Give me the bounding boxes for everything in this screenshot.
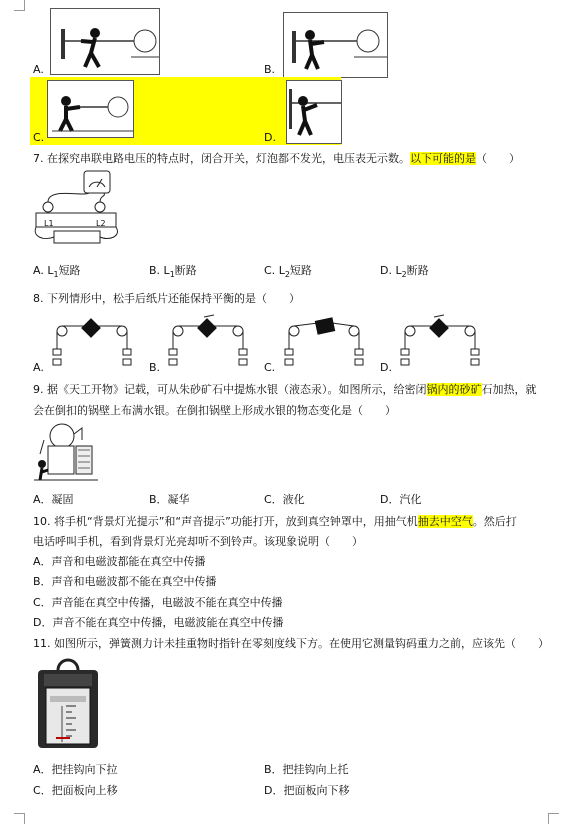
q10-stem-line2: 电话呼叫手机，看到背景灯光亮却听不到铃声。该现象说明（ ） — [33, 535, 363, 548]
q9-option-c: C．液化 — [264, 493, 305, 506]
q6-option-d-figure — [286, 80, 342, 144]
q9-stem-line1: 9. 据《天工开物》记载，可从朱砂矿石中提炼水银（液态汞）。如图所示，给密闭锅内的砂矿石加热，就 — [33, 383, 537, 396]
q8-figure-d — [400, 313, 480, 371]
q6-option-d-label: D. — [264, 131, 276, 144]
q8-stem: 8. 下列情形中，松手后纸片还能保持平衡的是（ ） — [33, 292, 300, 305]
crop-mark-bottom-right — [548, 813, 559, 824]
q9-stem-line2: 会在倒扣的锅壁上布满水银。在倒扣锅壁上形成水银的物态变化是（ ） — [33, 404, 396, 417]
q10-option-d: D．声音不能在真空中传播，电磁波能在真空中传播 — [33, 616, 284, 629]
q10-stem-line1: 10. 将手机“背景灯光提示”和“声音提示”功能打开，放到真空钟罩中，用抽气机抽去中空气。然后打 — [33, 515, 517, 528]
pulling-man-figure-a — [51, 9, 159, 74]
q6-option-b-figure — [283, 12, 388, 78]
q8-option-d-label: D. — [380, 361, 392, 374]
q8-figure-a — [52, 315, 132, 371]
q9-option-d: D．汽化 — [380, 493, 422, 506]
q10-option-b: B．声音和电磁波都不能在真空中传播 — [33, 575, 217, 588]
q6-option-c-figure — [47, 80, 134, 138]
q7-option-a: A. $L_1$短路 — [33, 264, 81, 280]
q9-option-a: A．凝固 — [33, 493, 74, 506]
q10-option-c: C．声音能在真空中传播，电磁波不能在真空中传播 — [33, 596, 283, 609]
q10-option-a: A．声音和电磁波都能在真空中传播 — [33, 555, 206, 568]
q11-option-a: A．把挂钩向下拉 — [33, 763, 118, 776]
crop-mark-top-left — [14, 0, 25, 11]
q7-circuit-figure — [34, 167, 120, 247]
pulling-man-figure-c — [48, 81, 133, 137]
q11-option-b: B．把挂钩向上托 — [264, 763, 349, 776]
q7-option-d: D. $L_2$断路 — [380, 264, 429, 280]
q9-option-b: B．凝华 — [149, 493, 190, 506]
q11-spring-scale-figure — [36, 656, 100, 748]
q7-option-b: B. $L_1$断路 — [149, 264, 197, 280]
q7-figure-label-l1: L1 — [44, 219, 54, 228]
q11-stem: 11. 如图所示，弹簧测力计未挂重物时指针在零刻度线下方。在使用它测量钩码重力之前，应该先（ ） — [33, 637, 549, 650]
q11-option-c: C．把面板向上移 — [33, 784, 118, 797]
q6-option-a-figure — [50, 8, 160, 75]
crop-mark-bottom-left — [14, 813, 25, 824]
q8-figure-c — [284, 315, 364, 371]
q8-option-b-label: B. — [149, 361, 161, 374]
q8-figure-b — [168, 315, 248, 371]
q11-option-d: D．把面板向下移 — [264, 784, 350, 797]
q8-option-a-label: A. — [33, 361, 44, 374]
q7-figure-label-l2: L2 — [96, 219, 106, 228]
q6-option-c-label: C. — [33, 131, 45, 144]
q9-distillation-figure — [34, 420, 98, 484]
q6-option-b-label: B. — [264, 63, 276, 76]
pulling-man-figure-b — [284, 13, 387, 77]
q8-option-c-label: C. — [264, 361, 276, 374]
q6-option-a-label: A. — [33, 63, 44, 76]
series-circuit-diagram — [34, 167, 120, 247]
q7-stem: 7. 在探究串联电路电压的特点时，闭合开关，灯泡都不发光，电压表无示数。以下可能的是（ ） — [33, 152, 520, 165]
q7-option-c: C. $L_2$短路 — [264, 264, 312, 280]
pulling-man-figure-d — [287, 81, 341, 143]
